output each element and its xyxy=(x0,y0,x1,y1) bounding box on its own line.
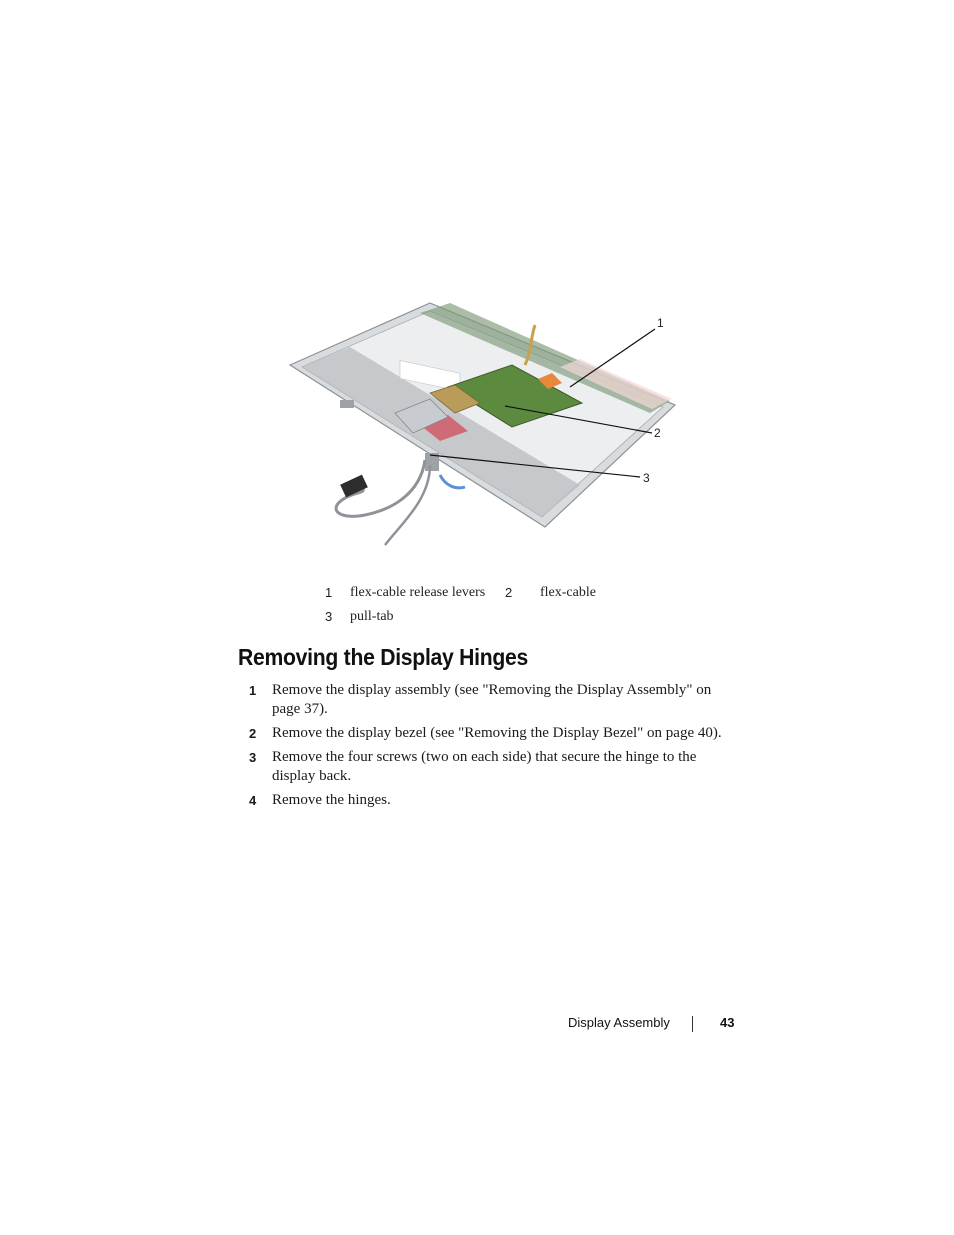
legend-num: 1 xyxy=(325,585,333,600)
step-number: 1 xyxy=(249,683,257,698)
footer-chapter-title: Display Assembly xyxy=(568,1015,670,1030)
legend-num: 2 xyxy=(505,585,513,600)
display-panel-illustration xyxy=(280,295,680,555)
step-text: Remove the display bezel (see "Removing the Display Bezel" on page 40). xyxy=(272,725,722,741)
step-item xyxy=(248,724,738,743)
step-number: 4 xyxy=(249,793,257,808)
legend-label: flex-cable release levers xyxy=(350,585,486,600)
step-number: 3 xyxy=(249,750,257,765)
callout-3: 3 xyxy=(643,471,650,485)
step-item xyxy=(248,748,738,786)
procedure-steps xyxy=(248,681,738,815)
step-item xyxy=(248,791,738,810)
step-number: 2 xyxy=(249,726,257,741)
step-item xyxy=(248,681,738,719)
step-text: Remove the four screws (two on each side) that secure the hinge to the display back. xyxy=(272,749,697,784)
section-title: Removing the Display Hinges xyxy=(238,644,529,670)
footer-page-number: 43 xyxy=(720,1015,735,1030)
footer-divider xyxy=(692,1016,693,1032)
legend-num: 3 xyxy=(325,609,333,624)
hinge-left xyxy=(340,400,354,408)
step-text: Remove the hinges. xyxy=(272,792,391,808)
blue-flex xyxy=(440,475,465,488)
step-text: Remove the display assembly (see "Removing the Display Assembly" on page 37). xyxy=(272,682,712,717)
legend-label: pull-tab xyxy=(350,609,394,624)
legend-label: flex-cable xyxy=(540,585,596,600)
callout-1: 1 xyxy=(657,316,664,330)
callout-2: 2 xyxy=(654,426,661,440)
display-panel-figure xyxy=(280,295,680,555)
